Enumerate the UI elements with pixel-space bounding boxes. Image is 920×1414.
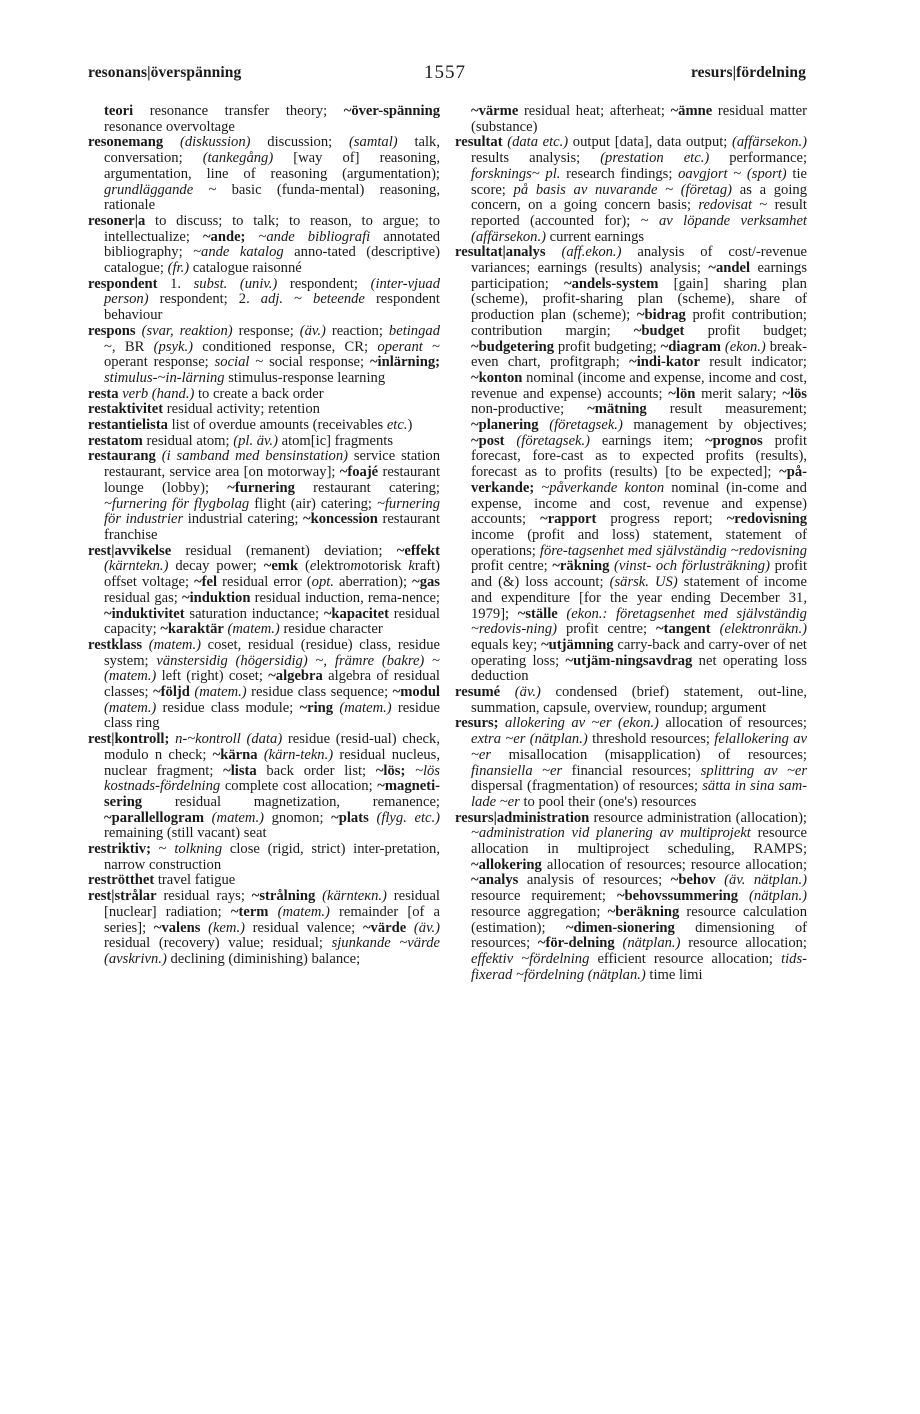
dictionary-entry: resurs|administration resource administration (allocation); ~administration vid planering av multiprojekt resource allocation in multiproject scheduling, RAMPS; ~allokering allocation of resources; resource allocation; ~analys analysis of resources; ~behov (äv. nätplan.) resource requirement; ~behovssummering (nätplan.) resource aggregation; ~beräkning resource calculation (estimation); ~dimen-sionering dimensioning of resources; ~för-delning (nätplan.) resource allocation; effektiv ~fördelning efficient resource allocation; tids-fixerad ~fördelning (nätplan.) time limi — [455, 809, 808, 983]
dictionary-entry: restatom residual atom; (pl. äv.) atom[ic] fragments — [88, 432, 394, 449]
page-number: 1557 — [424, 62, 466, 83]
dictionary-entry: restaktivitet residual activity; retention — [88, 401, 320, 418]
dictionary-entry: resurs; allokering av ~er (ekon.) allocation of resources; extra ~er (nätplan.) threshold resources; felallokering av ~er misallocation (misapplication) of resources; finansiella ~er financial resources; splittring av ~er dispersal (fragmentation) of resources; sätta in sina sam-lade ~er to pool their (one's) resources — [455, 715, 808, 810]
left-column — [88, 104, 440, 968]
dictionary-entry: resta verb (hand.) to create a back order — [88, 385, 324, 402]
dictionary-entry: resumé (äv.) condensed (brief) statement, out-line, summation, capsule, overview, roundup; argument — [455, 684, 807, 716]
right-column — [455, 104, 807, 983]
header-left-guideword: resonans|överspänning — [88, 64, 242, 81]
dictionary-entry: ~värme residual heat; afterheat; ~ämne residual matter (substance) — [471, 103, 807, 135]
dictionary-entry: restriktiv; ~ tolkning close (rigid, strict) inter-pretation, narrow construction — [88, 841, 440, 873]
dictionary-entry: rest|avvikelse residual (remanent) deviation; ~effekt (kärntekn.) decay power; ~emk (elektromotorisk kraft) offset voltage; ~fel residual error (opt. aberration); ~gas residual gas; ~induktion residual induction, rema-nence; ~induktivitet saturation inductance; ~kapacitet residual capacity; ~karaktär (matem.) residue character — [88, 542, 440, 638]
dictionary-entry: restaurang (i samband med bensinstation) service station restaurant, service area [on motorway]; ~foajé restaurant lounge (lobby); ~furnering restaurant catering; ~furnering för flygbolag flight (air) catering; ~furnering för industrier industrial catering; ~koncession restaurant franchise — [88, 448, 440, 543]
dictionary-entry: resultat|analys (aff.ekon.) analysis of cost/-revenue variances; earnings (results) analysis; ~andel earnings participation; ~andels-system [gain] sharing plan (scheme), profit-sharing plan (scheme), share of production plan (scheme); ~bidrag profit contribution; contribution margin; ~budget profit budget; ~budgetering profit budgeting; ~diagram (ekon.) break-even chart, profitgraph; ~indi-kator result indicator; ~konton nominal (income and expense, income and cost, revenue and expense) accounts; ~lön merit salary; ~lös non-productive; ~mätning result measurement; ~planering (företagsek.) management by objectives; ~post (företagsek.) earnings item; ~prognos profit forecast, fore-cast as to expected profits (results), forecast as to profits (results) [to be expected]; ~på-verkande; ~påverkande konton nominal (in-come and expense, income and cost, revenue and expense) accounts; ~rapport progress report; ~redovisning income (profit and loss) statement, statement of operations; före-tagsenhet med självständig ~redovisning profit centre; ~räkning (vinst- och förlusträkning) profit and (&) loss account; (särsk. US) statement of income and expenditure [for the year ending December 31, 1979]; ~ställe (ekon.: företagsenhet med självständig ~redovis-ning) profit centre; ~tangent (elektronräkn.) equals key; ~utjämning carry-back and carry-over of net operating loss; ~utjäm-ningsavdrag net operating loss deduction — [455, 244, 808, 685]
dictionary-entry: respondent 1. subst. (univ.) respondent; (inter-vjuad person) respondent; 2. adj. ~ beteende respondent behaviour — [88, 275, 440, 324]
dictionary-entry: restklass (matem.) coset, residual (residue) class, residue system; vänstersidig (högersidig) ~, främre (bakre) ~ (matem.) left (right) coset; ~algebra algebra of residual classes; ~följd (matem.) residue class sequence; ~modul (matem.) residue class module; ~ring (matem.) residue class ring — [88, 636, 440, 732]
dictionary-entry: restantielista list of overdue amounts (receivables etc.) — [88, 417, 413, 434]
dictionary-entry: rest|kontroll; n-~kontroll (data) residue (resid-ual) check, modulo n check; ~kärna (kärn-tekn.) residual nucleus, nuclear fragment; ~lista back order list; ~lös; ~lös kostnads-fördelning complete cost allocation; ~magneti-sering residual magnetization, remanence; ~parallellogram (matem.) gnomon; ~plats (flyg. etc.) remaining (still vacant) seat — [88, 731, 441, 842]
dictionary-entry: teori resonance transfer theory; ~över-spänning resonance overvoltage — [104, 103, 440, 135]
page-header — [88, 64, 806, 88]
dictionary-entry: reströtthet travel fatigue — [88, 872, 236, 889]
header-right-guideword: resurs|fördelning — [690, 64, 806, 81]
dictionary-entry: respons (svar, reaktion) response; (äv.) reaction; betingad ~, BR (psyk.) conditioned response, CR; operant ~ operant response; social ~ social response; ~inlärning; stimulus-~in-lärning stimulus-response learning — [88, 322, 441, 386]
dictionary-entry: resonemang (diskussion) discussion; (samtal) talk, conversation; (tankegång) [way of] reasoning, argumentation, line of reasoning (argumentation); grundläggande ~ basic (funda-mental) reasoning, rationale — [88, 134, 440, 214]
dictionary-entry: rest|strålar residual rays; ~strålning (kärnteкn.) residual [nuclear] radiation; ~term (matem.) remainder [of a series]; ~valens (kem.) residual valence; ~värde (äv.) residual (recovery) value; residual; sjunkande ~värde (avskrivn.) declining (diminishing) balance; — [88, 888, 440, 967]
dictionary-entry: resoner|a to discuss; to talk; to reason, to argue; to intellectualize; ~ande; ~ande bibliografi annotated bibliography; ~ande katalog anno-tated (descriptive) catalogue; (fr.) catalogue raisonné — [88, 212, 440, 277]
dictionary-entry: resultat (data etc.) output [data], data output; (affärsekon.) results analysis; (prestation etc.) performance; forsknings~ pl. research findings; oavgjort ~ (sport) tie score; på basis av nuvarande ~ (företag) as a going concern, on a going concern basis; redovisat ~ result reported (accounted for); ~ av löpande verksamhet (affärsekon.) current earnings — [455, 134, 808, 245]
